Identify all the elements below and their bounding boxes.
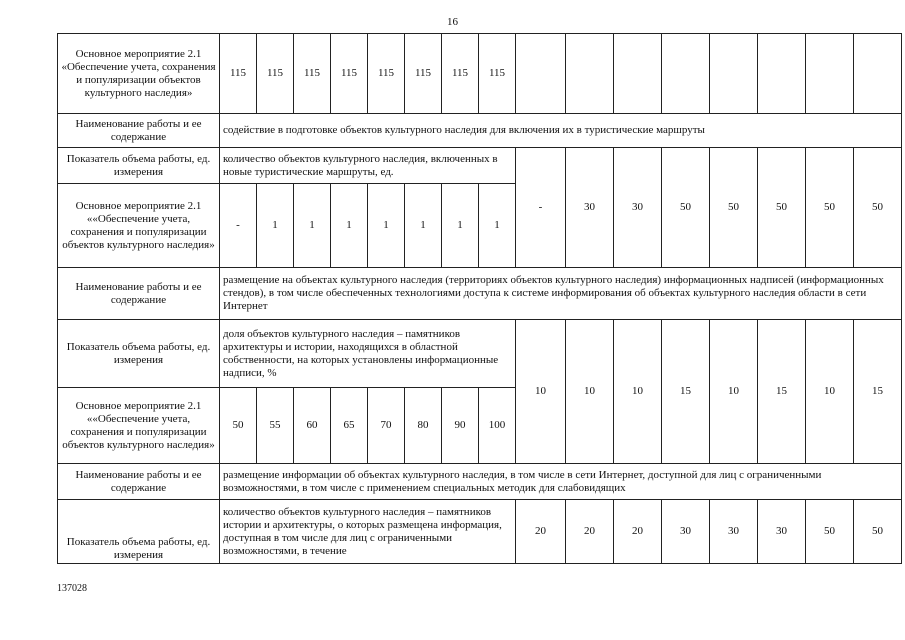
work-description: содействие в подготовке объектов культурного наследия для включения их в туристические маршруты xyxy=(220,114,902,148)
value-cell: 10 xyxy=(614,320,662,464)
value-cell: 55 xyxy=(257,388,294,464)
value-cell: 50 xyxy=(854,148,902,268)
value-cell: 10 xyxy=(566,320,614,464)
value-cell: - xyxy=(516,148,566,268)
value-cell: 115 xyxy=(368,34,405,114)
indicator-description: количество объектов культурного наследия, включенных в новые туристические маршруты, ед. xyxy=(220,148,516,184)
table-row xyxy=(58,268,902,320)
value-cell: 50 xyxy=(806,500,854,564)
empty-cell xyxy=(854,34,902,114)
indicator-description: доля объектов культурного наследия – памятников архитектуры и истории, находящихся в областной собственности, на которых установлены информационные надписи, % xyxy=(220,320,516,388)
empty-cell xyxy=(758,34,806,114)
value-cell: 30 xyxy=(614,148,662,268)
row-label: Основное мероприятие 2.1 ««Обеспечение учета, сохранения и популяризации объектов культурного наследия» xyxy=(58,388,220,464)
value-cell: 15 xyxy=(758,320,806,464)
value-cell: 115 xyxy=(257,34,294,114)
value-cell: 30 xyxy=(758,500,806,564)
row-label: Наименование работы и ее содержание xyxy=(58,268,220,320)
row-label: Показатель объема работы, ед. измерения xyxy=(58,148,220,184)
value-cell: 50 xyxy=(806,148,854,268)
table-row xyxy=(58,464,902,500)
page-number: 16 xyxy=(447,16,458,28)
row-label: Основное мероприятие 2.1 ««Обеспечение учета, сохранения и популяризации объектов культурного наследия» xyxy=(58,184,220,268)
value-cell: 70 xyxy=(368,388,405,464)
value-cell: 100 xyxy=(479,388,516,464)
indicator-description: количество объектов культурного наследия – памятников истории и архитектуры, о которых размещена информация, доступная в том числе для лиц с ограниченными возможностями, в течение xyxy=(220,500,516,564)
table-row xyxy=(58,114,902,148)
row-label: Показатель объема работы, ед. измерения xyxy=(58,500,220,564)
document-code: 137028 xyxy=(57,583,87,594)
value-cell: 115 xyxy=(405,34,442,114)
value-cell: 115 xyxy=(442,34,479,114)
empty-cell xyxy=(710,34,758,114)
empty-cell xyxy=(516,34,566,114)
row-label: Наименование работы и ее содержание xyxy=(58,464,220,500)
value-cell: 1 xyxy=(479,184,516,268)
value-cell: 50 xyxy=(220,388,257,464)
value-cell: 115 xyxy=(294,34,331,114)
value-cell: 50 xyxy=(758,148,806,268)
value-cell: 80 xyxy=(405,388,442,464)
value-cell: 10 xyxy=(516,320,566,464)
row-label: Показатель объема работы, ед. измерения xyxy=(58,320,220,388)
value-cell: 1 xyxy=(368,184,405,268)
table-row xyxy=(58,320,902,388)
table-row xyxy=(58,34,902,114)
row-label: Основное мероприятие 2.1 «Обеспечение учета, сохранения и популяризации объектов культурного наследия» xyxy=(58,34,220,114)
value-cell: 30 xyxy=(662,500,710,564)
value-cell: 30 xyxy=(566,148,614,268)
value-cell: 1 xyxy=(294,184,331,268)
empty-cell xyxy=(662,34,710,114)
value-cell: 115 xyxy=(479,34,516,114)
value-cell: 50 xyxy=(710,148,758,268)
table-row xyxy=(58,148,902,184)
value-cell: 20 xyxy=(566,500,614,564)
value-cell: 30 xyxy=(710,500,758,564)
value-cell: 1 xyxy=(257,184,294,268)
work-description: размещение информации об объектах культурного наследия, в том числе в сети Интернет, доступной для лиц с ограниченными возможностями, в том числе с применением специальных методик для слабовидящих xyxy=(220,464,902,500)
empty-cell xyxy=(806,34,854,114)
value-cell: 65 xyxy=(331,388,368,464)
value-cell: 115 xyxy=(331,34,368,114)
empty-cell xyxy=(614,34,662,114)
value-cell: 15 xyxy=(662,320,710,464)
value-cell: 60 xyxy=(294,388,331,464)
table-row xyxy=(58,500,902,564)
empty-cell xyxy=(566,34,614,114)
value-cell: 1 xyxy=(442,184,479,268)
value-cell: 1 xyxy=(331,184,368,268)
value-cell: - xyxy=(220,184,257,268)
value-cell: 50 xyxy=(854,500,902,564)
value-cell: 20 xyxy=(516,500,566,564)
value-cell: 10 xyxy=(710,320,758,464)
value-cell: 15 xyxy=(854,320,902,464)
row-label: Наименование работы и ее содержание xyxy=(58,114,220,148)
value-cell: 1 xyxy=(405,184,442,268)
value-cell: 90 xyxy=(442,388,479,464)
work-description: размещение на объектах культурного наследия (территориях объектов культурного наследия) информационных надписей (информационных стендов), в том числе обеспеченных технологиями доступа к системе информирования об объектах культурного наследия области в сети Интернет xyxy=(220,268,902,320)
value-cell: 115 xyxy=(220,34,257,114)
indicators-table xyxy=(57,33,902,564)
value-cell: 50 xyxy=(662,148,710,268)
value-cell: 20 xyxy=(614,500,662,564)
value-cell: 10 xyxy=(806,320,854,464)
